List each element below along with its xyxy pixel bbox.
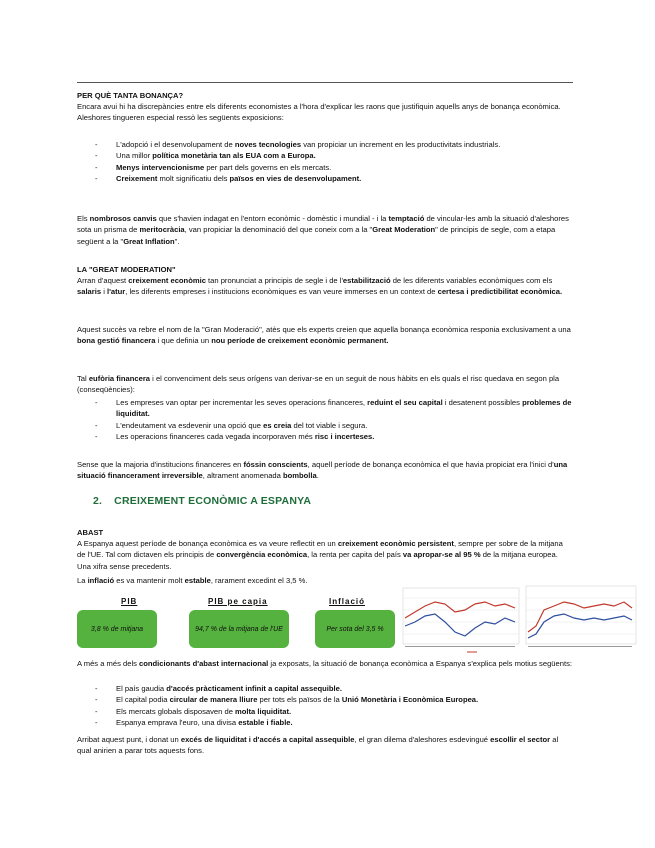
- bullet-item: - L'endeutament va esdevenir una opció que es creia del tot viable i segura.: [77, 420, 573, 431]
- s3-para3: A més a més dels condicionants d'abast internacional ja exposats, la situació de bonança econòmica a Espanya s'explica pels motius següents:: [77, 659, 572, 668]
- box-inflacio: Per sota del 3,5 %: [315, 610, 395, 648]
- box-pib: 3,8 % de mitjana: [77, 610, 157, 648]
- gdp-chart-thumbnail: [397, 582, 523, 656]
- s2-para2: Aquest succès va rebre el nom de la "Gran Moderació", atès que els experts creien que aquella bonança econòmica responia exclusivament a una bona gestió financera i que definia un nou període de creixement econòmic permanent.: [77, 325, 571, 346]
- bullet-item: - Creixement molt significatiu dels països en vies de desenvolupament.: [77, 173, 573, 184]
- section-number: 2.: [93, 495, 103, 507]
- s2-para3: Tal eufòria financera i el convenciment dels seus orígens van derivar-se en un seguit de nous hàbits en els quals el risc quedava en segon pla (conseqüències):: [77, 374, 560, 395]
- heading-great-moderation: LA "GREAT MODERATION": [77, 265, 176, 274]
- box-label-pib: PIB: [121, 597, 138, 606]
- bullet-item: - Els mercats globals disposaven de molta liquiditat.: [77, 706, 573, 717]
- box-label-pib-capita: PIB pe capia: [208, 597, 268, 606]
- box-label-inflacio: Inflació: [329, 597, 366, 606]
- bullet-item: - Espanya emprava l'euro, una divisa estable i fiable.: [77, 717, 573, 728]
- s2-para1: Arran d'aquest creixement econòmic tan pronunciat a principis de segle i de l'estabilització de les diferents variables econòmiques com els salaris i l'atur, les diferents empreses i institucions econòmiques es van veure immerses en un context de certesa i predictibilitat econòmica.: [77, 276, 563, 297]
- s3-para2: La inflació es va mantenir molt estable, rarament excedint el 3,5 %.: [77, 576, 308, 585]
- s3-para4: Arribat aquest punt, i donat un excés de liquiditat i d'accés a capital assequible, el gran dilema d'aleshores esdevingué escollir el sector al qual anirien a parar tots aquests fons.: [77, 735, 559, 756]
- box-pib-capita: 94,7 % de la mitjana de l'UE: [189, 610, 289, 648]
- s3-para1: A Espanya aquest període de bonança econòmica es va veure reflectit en un creixement econòmic persistent, sempre per sobre de la mitjana de l'UE. Tal com dictaven els principis de convergència econòmica, la renta per capita del país va apropar-se al 95 % de la mitjana europea. Una xifra sense precedents.: [77, 539, 563, 571]
- heading-per-que: PER QUÈ TANTA BONANÇA?: [77, 91, 184, 100]
- s2-para4: Sense que la majoria d'institucions financeres en fóssin conscients, aquell període de bonança econòmica el que havia propiciat era l'inici d'una situació financerament irreversible, altrament anomenada bombolla.: [77, 460, 568, 481]
- heading-abast: ABAST: [77, 528, 104, 537]
- s2-bullets: [77, 397, 573, 443]
- section-heading: [93, 496, 311, 507]
- inflation-chart-thumbnail: [520, 580, 640, 656]
- bullet-item: - Les operacions financeres cada vegada incorporaven més risc i incerteses.: [77, 431, 573, 442]
- bullet-item: - El capital podia circular de manera lliure per tots els països de la Unió Monetària i Econòmica Europea.: [77, 694, 573, 705]
- top-rule: [77, 82, 573, 83]
- bullet-item: - Menys intervencionisme per part dels governs en els mercats.: [77, 162, 573, 173]
- s1-bullets: [77, 139, 573, 185]
- bullet-item: - Les empreses van optar per incrementar les seves operacions financeres, reduint el seu capital i desatenent possibles problemes de liquiditat.: [77, 397, 573, 420]
- s1-intro: Encara avui hi ha discrepàncies entre els diferents economistes a l'hora d'explicar les raons que justifiquin aquells anys de bonança econòmica. Aleshores tingueren especial ressò les següents exposicions:: [77, 102, 561, 123]
- bullet-item: - Una millor política monetària tan als EUA com a Europa.: [77, 150, 573, 161]
- bullet-item: - El país gaudia d'accés pràcticament infinit a capital assequible.: [77, 683, 573, 694]
- bullet-item: - L'adopció i el desenvolupament de noves tecnologies van propiciar un increment en les productivitats industrials.: [77, 139, 573, 150]
- section-title: CREIXEMENT ECONÒMIC A ESPANYA: [114, 495, 312, 507]
- s1-para2: Els nombrosos canvis que s'havien indagat en l'entorn econòmic - domèstic i mundial - i la temptació de vincular-les amb la situació d'aleshores sota un prisma de meritocràcia, van propiciar la denominació del que coneix com a la "Great Moderation" de principis de segle, com a etapa següent a la "Great Inflation".: [77, 214, 569, 246]
- s3-bullets: [77, 683, 573, 729]
